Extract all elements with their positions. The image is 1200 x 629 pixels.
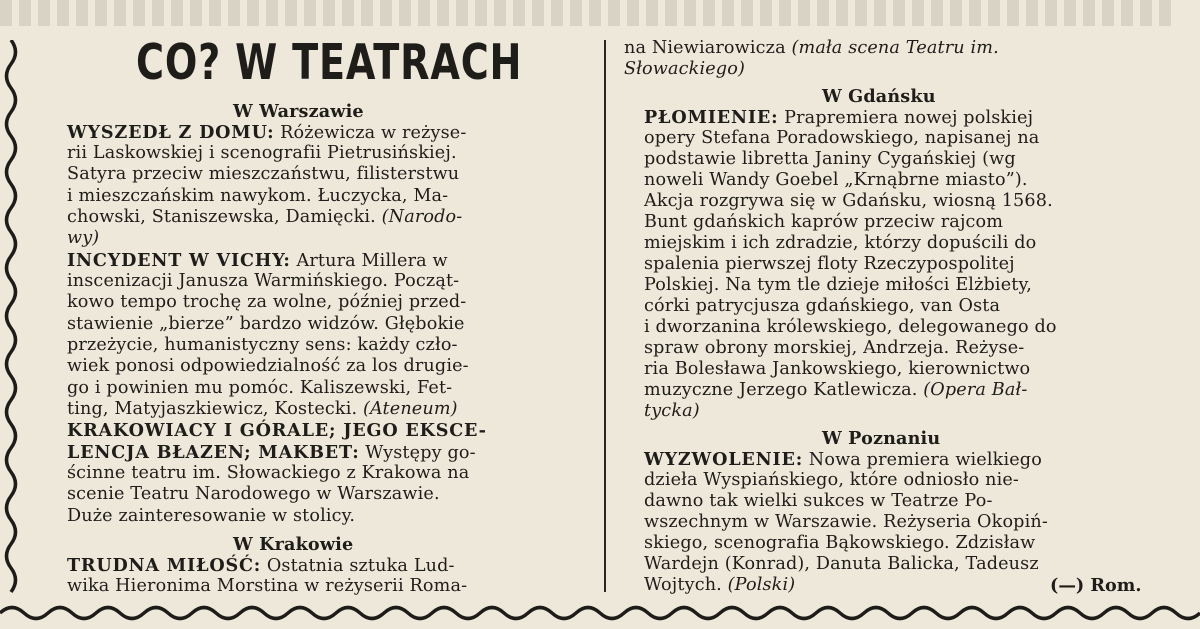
- review-line: miejskim i ich zdradzie, którzy dopuścili do: [644, 233, 1037, 253]
- venue: Słowackiego): [624, 59, 745, 79]
- review-line: noweli Wandy Goebel „Krnąbrne miasto”).: [644, 170, 1028, 190]
- review-line: i dworzanina królewskiego, delegowanego do: [644, 317, 1057, 337]
- text: chowski, Staniszewska, Damięcki.: [67, 207, 382, 227]
- city-heading-warsaw: W Warszawie: [233, 101, 364, 122]
- review-line: [644, 380, 1027, 402]
- text: muzyczne Jerzego Katlewicza.: [644, 380, 924, 400]
- review-line: podstawie libretta Janiny Cygańskiej (wg: [644, 149, 1016, 169]
- review-line: [644, 575, 795, 597]
- play-title: LENCJA BŁAZEN; MAKBET:: [67, 442, 360, 463]
- play-title: TRUDNA MIŁOŚĆ:: [67, 555, 262, 576]
- venue: (mała scena Teatru im.: [791, 38, 999, 58]
- review-line: ria Bolesława Jankowskiego, kierownictwo: [644, 359, 1031, 379]
- review-line: stawienie „bierze” bardzo widzów. Głębokie: [67, 314, 465, 334]
- review-line: dzieła Wyspiańskiego, które odniosło nie-: [644, 470, 1020, 490]
- review-line: kowo tempo trochę za wolne, później przed-: [67, 292, 467, 312]
- city-heading-poznan: W Poznaniu: [822, 428, 941, 449]
- review-line: [67, 207, 462, 229]
- review-line: [67, 122, 466, 145]
- review-line: ścinne teatru im. Słowackiego z Krakowa na: [67, 463, 470, 483]
- play-title: WYZWOLENIE:: [644, 449, 804, 470]
- wavy-border-bottom: [0, 596, 1200, 629]
- review-line: [67, 555, 455, 578]
- review-line: [67, 442, 476, 465]
- author-signature: (—) Rom.: [1050, 575, 1142, 596]
- play-title: KRAKOWIACY I GÓRALE; JEGO EKSCE-: [67, 420, 487, 441]
- venue: tycka): [644, 401, 700, 421]
- text: Prapremiera nowej polskiej: [778, 108, 1034, 128]
- review-line: wika Hieronima Morstina w reżyserii Roma-: [67, 576, 468, 596]
- wavy-border-left: [0, 40, 22, 600]
- review-line: wszechnym w Warszawie. Reżyseria Okopiń-: [644, 512, 1048, 532]
- review-line: spalenia pierwszej floty Rzeczypospolitej: [644, 254, 1015, 274]
- page-title: CO? W TEATRACH: [136, 34, 523, 91]
- review-line: dawno tak wielki sukces w Teatrze Po-: [644, 491, 993, 511]
- review-line: [67, 399, 458, 421]
- review-line: scenie Teatru Narodowego w Warszawie.: [67, 484, 440, 504]
- review-line: córki patrycjusza gdańskiego, van Osta: [644, 296, 1001, 316]
- text: ting, Matyjaszkiewicz, Kostecki.: [67, 399, 363, 419]
- text: Nowa premiera wielkiego: [803, 450, 1042, 470]
- review-line: Wardejn (Konrad), Danuta Balicka, Tadeusz: [644, 554, 1039, 574]
- city-heading-gdansk: W Gdańsku: [822, 86, 936, 107]
- text: Różewicza w reżyse-: [274, 123, 467, 143]
- review-line: skiego, scenografia Bąkowskiego. Zdzisław: [644, 533, 1036, 553]
- play-title: PŁOMIENIE:: [644, 107, 779, 128]
- review-line: go i powinien mu pomóc. Kaliszewski, Fet-: [67, 378, 453, 398]
- play-title: INCYDENT W VICHY:: [67, 250, 291, 271]
- column-divider: [604, 40, 606, 592]
- review-line: [644, 449, 1042, 472]
- venue: (Polski): [727, 575, 796, 595]
- review-line: Akcja rozgrywa się w Gdańsku, wiosną 1568.: [644, 191, 1053, 211]
- review-line: Bunt gdańskich kaprów przeciw rajcom: [644, 212, 1004, 232]
- venue: (Narodo-: [381, 207, 463, 227]
- play-title: WYSZEDŁ Z DOMU:: [67, 122, 275, 143]
- review-line: [644, 107, 1033, 130]
- review-line: opery Stefana Poradowskiego, napisanej na: [644, 128, 1040, 148]
- text: Ostatnia sztuka Lud-: [261, 556, 455, 576]
- bleed-through-text: [0, 0, 1200, 28]
- city-heading-krakow: W Krakowie: [233, 534, 354, 555]
- text: na Niewiarowicza: [624, 38, 792, 58]
- review-line: [67, 250, 448, 273]
- review-line: Polskiej. Na tym tle dzieje miłości Elżbiety,: [644, 275, 1032, 295]
- review-line: przeżycie, humanistyczny sens: każdy czło-: [67, 335, 458, 355]
- text: Wojtych.: [644, 575, 728, 595]
- text: Artura Millera w: [290, 251, 448, 271]
- review-line: wiek ponosi odpowiedzialność za los drugie-: [67, 356, 469, 376]
- review-line: i mieszczańskim nawykom. Łuczycka, Ma-: [67, 186, 449, 206]
- review-line: rii Laskowskiej i scenografii Pietrusińskiej.: [67, 143, 457, 163]
- review-line: Satyra przeciw mieszczaństwu, filisterstwu: [67, 164, 460, 184]
- venue: (Opera Bał-: [923, 380, 1028, 400]
- venue: (Ateneum): [362, 399, 458, 419]
- review-line: spraw obrony morskiej, Andrzeja. Reżyse-: [644, 338, 1025, 358]
- review-line: [624, 38, 999, 60]
- review-line: inscenizacji Janusza Warmińskiego. Począt-: [67, 271, 460, 291]
- text: Występy go-: [359, 443, 476, 463]
- review-line: Duże zainteresowanie w stolicy.: [67, 506, 356, 526]
- venue: wy): [67, 228, 100, 248]
